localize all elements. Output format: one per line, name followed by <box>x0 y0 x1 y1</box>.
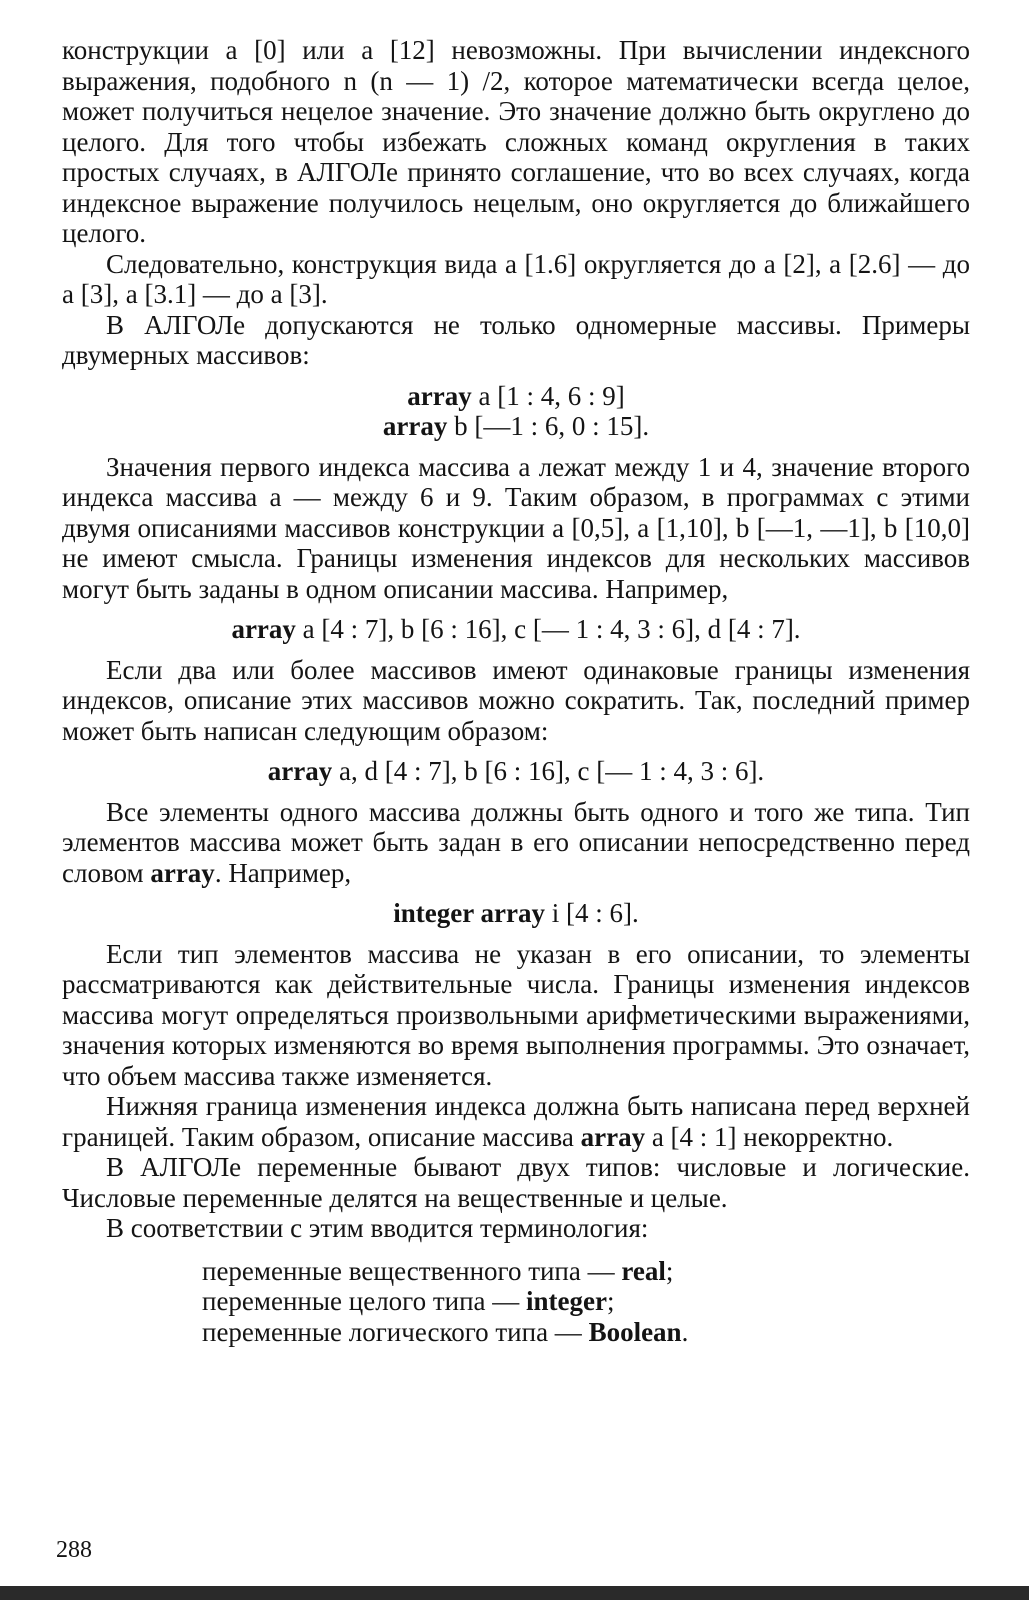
term-keyword: Boolean <box>588 1316 682 1347</box>
terminology-list <box>202 1256 970 1348</box>
paragraph-6-text: Все элементы одного массива должны быть одного и того же типа. Тип элементов массива может быть задан в его описании непосредственно перед словом <box>62 796 970 888</box>
keyword: array <box>407 380 472 411</box>
keyword: array <box>382 411 448 441</box>
paragraph-6 <box>62 797 970 889</box>
formula-text: b [—1 : 6, 0 : 15]. <box>447 411 650 441</box>
formula-3 <box>62 614 970 645</box>
formula-text: a [1 : 4, 6 : 9] <box>471 380 625 411</box>
page-number: 288 <box>56 1537 92 1563</box>
paragraph-1: конструкции a [0] или a [12] невозможны. При вычислении индексного выражения, подобного n (n — 1) /2, которое математически всегда целое, может получиться нецелое значение. Это значение должно быть округлено до целого. Для того чтобы избежать сложных команд округления в таких простых случаях, в АЛГОЛе принято соглашение, что во всех случаях, когда индексное выражение получилось нецелым, оно округляется до ближайшего целого. <box>62 35 970 248</box>
keyword: array <box>267 756 333 786</box>
term-keyword: integer <box>526 1286 607 1316</box>
paragraph-8 <box>62 1091 970 1152</box>
term-integer <box>202 1286 970 1317</box>
formula-text: a, d [4 : 7], b [6 : 16], c [— 1 : 4, 3 : 6]. <box>332 756 765 786</box>
term-end: . <box>681 1316 689 1347</box>
keyword: integer array <box>393 898 545 928</box>
paragraph-2: Следовательно, конструкция вида a [1.6] округляется до a [2], a [2.6] — до a [3], a [3.1] — до a [3]. <box>62 248 970 309</box>
formula-4 <box>62 756 970 787</box>
term-end: ; <box>606 1286 615 1316</box>
formula-text: i [4 : 6]. <box>544 898 639 928</box>
keyword-array: array <box>150 857 215 888</box>
paragraph-9: В АЛГОЛе переменные бывают двух типов: числовые и логические. Числовые переменные делятся на вещественные и целые. <box>62 1152 970 1213</box>
term-keyword: real <box>621 1255 666 1286</box>
keyword: array <box>231 614 296 644</box>
term-end: ; <box>665 1255 674 1286</box>
paragraph-3: В АЛГОЛе допускаются не только одномерные массивы. Примеры двумерных массивов: <box>62 309 970 370</box>
term-text: переменные вещественного типа — <box>202 1255 622 1286</box>
term-text: переменные логического типа — <box>202 1316 589 1347</box>
formula-5 <box>62 898 970 929</box>
paragraph-8-end: некорректно. <box>736 1121 894 1152</box>
formula-text: a [4 : 7], b [6 : 16], c [— 1 : 4, 3 : 6], d [4 : 7]. <box>295 614 801 644</box>
term-text: переменные целого типа — <box>202 1286 526 1316</box>
paragraph-7: Если тип элементов массива не указан в его описании, то элементы рассматриваются как действительные числа. Границы изменения индексов массива могут определяться произвольными арифметическими выражениями, значения которых изменяются во время выполнения программы. Это означает, что объем массива также изменяется. <box>62 938 970 1091</box>
paragraph-6-end: . Например, <box>214 857 352 888</box>
scan-edge <box>0 1586 1029 1600</box>
paragraph-10: В соответствии с этим вводится терминология: <box>106 1213 649 1243</box>
paragraph-8-text: Нижняя граница изменения индекса должна быть написана перед верхней границей. Таким образом, описание массива <box>62 1091 970 1152</box>
term-real <box>202 1256 970 1287</box>
paragraph-4: Значения первого индекса массива a лежат между 1 и 4, значение второго индекса массива a — между 6 и 9. Таким образом, в программах с этими двумя описаниями массивов конструкции a [0,5], a [1,10], b [—1, —1], b [10,0] не имеют смысла. Границы изменения индексов для нескольких массивов могут быть заданы в одном описании массива. Например, <box>62 451 970 604</box>
page-body <box>62 35 970 1347</box>
formula-1 <box>62 381 970 412</box>
term-boolean <box>202 1317 970 1348</box>
formula-2 <box>62 411 970 442</box>
bad-declaration: a [4 : 1] <box>651 1121 737 1152</box>
paragraph-5: Если два или более массивов имеют одинаковые границы изменения индексов, описание этих массивов можно сократить. Так, последний пример может быть написан следующим образом: <box>62 654 970 746</box>
formula-block-1 <box>62 381 970 442</box>
keyword-array: array <box>580 1121 646 1152</box>
